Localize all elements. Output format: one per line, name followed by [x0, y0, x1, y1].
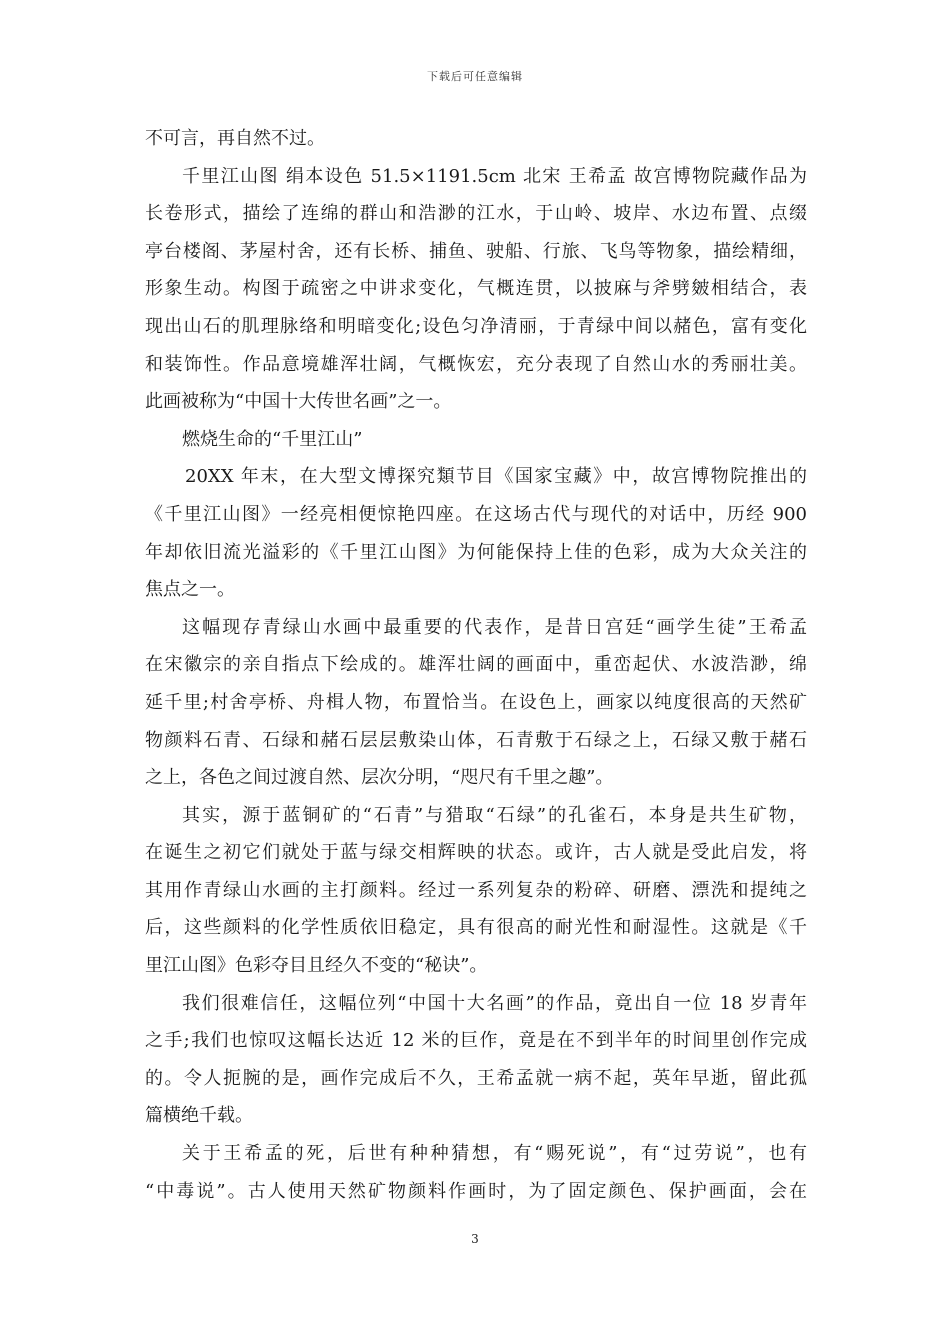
section-heading: 燃烧生命的“千里江山” — [182, 428, 363, 450]
text-line: 在宋徽宗的亲自指点下绘成的。雄浑壮阔的画面中，重峦起伏、水波浩渺，绵 — [145, 654, 807, 676]
text-line: 篇横绝千载。 — [145, 1105, 253, 1127]
text-line: 不可言，再自然不过。 — [145, 128, 325, 149]
text-line: 长卷形式，描绘了连绵的群山和浩渺的江水，于山岭、坡岸、水边布置、点缀 — [145, 203, 807, 225]
text-line: 其用作青绿山水画的主打颜料。经过一系列复杂的粉碎、研磨、漂洗和提纯之 — [145, 879, 807, 901]
text-line: 年却依旧流光溢彩的《千里江山图》为何能保持上佳的色彩，成为大众关注的 — [145, 541, 807, 563]
document-body — [145, 120, 807, 1210]
text-line: 延千里;村舍亭桥、舟楫人物，布置恰当。在设色上，画家以纯度很高的天然矿 — [145, 691, 807, 713]
text-line: 之上，各色之间过渡自然、层次分明，“咫尺有千里之趣”。 — [145, 767, 614, 789]
text-line: 这幅现存青绿山水画中最重要的代表作，是昔日宫廷“画学生徒”王希孟 — [182, 616, 807, 638]
text-line: 亭台楼阁、茅屋村舍，还有长桥、捕鱼、驶船、行旅、飞鸟等物象，描绘精细， — [145, 240, 807, 262]
text-line: 在诞生之初它们就处于蓝与绿交相辉映的状态。或许，古人就是受此启发，将 — [145, 842, 807, 864]
text-line: 和装饰性。作品意境雄浑壮阔，气概恢宏，充分表现了自然山水的秀丽壮美。 — [145, 353, 807, 375]
text-line: 其实，源于蓝铜矿的“石青”与猎取“石绿”的孔雀石，本身是共生矿物， — [182, 804, 807, 826]
text-line: 20XX 年末，在大型文博探究類节目《国家宝藏》中，故宫博物院推出的 — [185, 466, 807, 488]
text-line: 千里江山图 绢本设色 51.5×1191.5cm 北宋 王希孟 故宫博物院藏作品为 — [182, 165, 807, 187]
text-line: 《千里江山图》一经亮相便惊艳四座。在这场古代与现代的对话中，历经 900 — [145, 503, 807, 525]
text-line: 现出山石的肌理脉络和明暗变化;设色匀净清丽，于青绿中间以赭色，富有变化 — [145, 315, 807, 337]
text-line: “中毒说”。古人使用天然矿物颜料作画时，为了固定颜色、保护画面，会在 — [145, 1180, 807, 1202]
text-line: 的。令人扼腕的是，画作完成后不久，王希孟就一病不起，英年早逝，留此孤 — [145, 1067, 807, 1089]
text-line: 里江山图》色彩夺目且经久不变的“秘诀”。 — [145, 955, 488, 977]
text-line: 此画被称为“中国十大传世名画”之一。 — [145, 391, 452, 413]
page-header: 下载后可任意编辑 — [427, 70, 523, 83]
text-line: 后，这些颜料的化学性质依旧稳定，具有很高的耐光性和耐湿性。这就是《千 — [145, 917, 807, 939]
text-line: 我们很难信任，这幅位列“中国十大名画”的作品，竟出自一位 18 岁青年 — [182, 992, 807, 1014]
text-line: 形象生动。构图于疏密之中讲求变化，气概连贯，以披麻与斧劈皴相结合，表 — [145, 278, 807, 300]
text-line: 焦点之一。 — [145, 579, 235, 601]
text-line: 关于王希孟的死，后世有种种猜想，有“赐死说”，有“过劳说”，也有 — [182, 1143, 807, 1165]
text-line: 物颜料石青、石绿和赭石层层敷染山体，石青敷于石绿之上，石绿又敷于赭石 — [145, 729, 807, 751]
text-line: 之手;我们也惊叹这幅长达近 12 米的巨作，竟是在不到半年的时间里创作完成 — [145, 1030, 807, 1052]
page-number: 3 — [471, 1232, 479, 1246]
